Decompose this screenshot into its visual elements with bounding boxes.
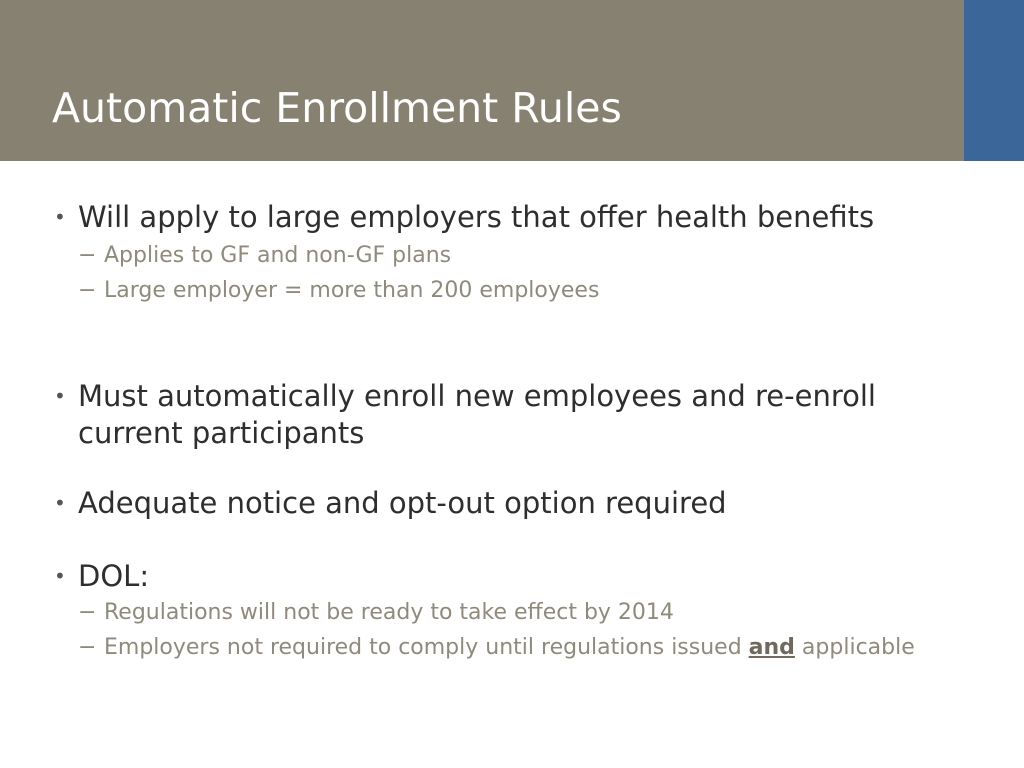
bullet-group-2: [54, 378, 954, 452]
bullet-text-1: Will apply to large employers that offer health benefits: [78, 200, 875, 234]
sub-bullet-1-2: [78, 275, 954, 306]
bullet-text-2: Must automatically enroll new employees and re-enroll current participants: [78, 379, 876, 450]
sub-bullet-text-1-1: Applies to GF and non-GF plans: [104, 243, 452, 268]
bullet-item-3: [54, 485, 954, 522]
sub-bullet-text-4-1: Regulations will not be ready to take effect by 2014: [104, 600, 674, 625]
bullet-marker: •: [54, 205, 66, 229]
bullet-group-4: [54, 558, 954, 663]
sub-bullet-marker: −: [78, 600, 97, 625]
sub-bullet-marker: −: [78, 635, 97, 660]
bullet-text-3: Adequate notice and opt-out option required: [78, 486, 727, 520]
bullet-item-2: [54, 378, 954, 452]
sub-bullet-4-1: [78, 597, 954, 628]
bullet-item-1: [54, 199, 954, 236]
bullet-group-1: [54, 199, 954, 306]
slide-title: Automatic Enrollment Rules: [52, 84, 622, 132]
bullet-marker: •: [54, 564, 66, 588]
bullet-text-4: DOL:: [78, 559, 150, 593]
bullet-group-3: [54, 485, 954, 522]
sub-bullet-marker: −: [78, 278, 97, 303]
sub-bullet-4-2: [78, 632, 954, 663]
bullet-item-4: [54, 558, 954, 595]
sub-bullet-text-1-2: Large employer = more than 200 employees: [104, 278, 600, 303]
sub-bullet-text-4-2-before: Employers not required to comply until regulations issued: [104, 635, 749, 660]
bullet-marker: •: [54, 384, 66, 408]
bullet-marker: •: [54, 491, 66, 515]
sub-bullet-text-4-2-after: applicable: [794, 635, 915, 660]
sub-bullet-1-1: [78, 240, 954, 271]
emphasis-and: and: [748, 635, 795, 660]
sub-bullet-marker: −: [78, 243, 97, 268]
